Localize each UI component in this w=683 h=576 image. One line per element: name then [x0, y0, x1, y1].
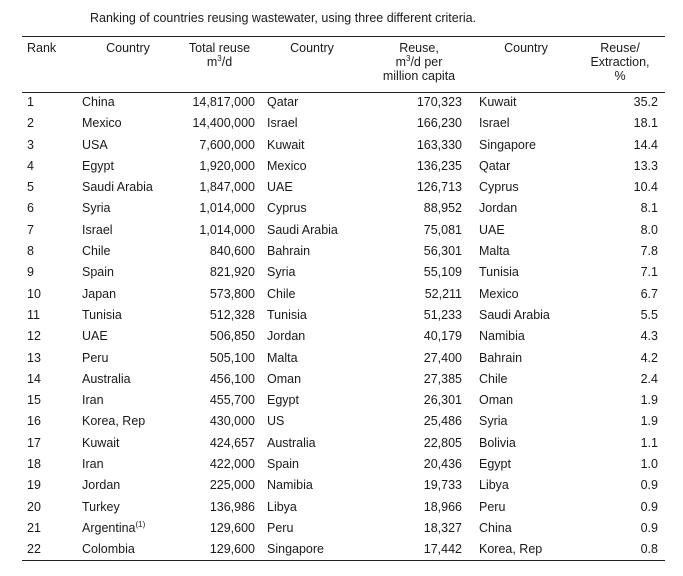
- cell-country2: Oman: [267, 371, 302, 386]
- table-row: [0, 181, 683, 202]
- cell-country3: Mexico: [479, 286, 519, 301]
- cell-country3: China: [479, 520, 512, 535]
- cell-reuse: 170,323: [416, 95, 462, 109]
- cell-rank: 12: [27, 329, 41, 344]
- header-total-line-2: $m^3/d$: [206, 54, 233, 69]
- cell-country2: Mexico: [267, 158, 307, 173]
- cell-country3: Malta: [479, 244, 510, 259]
- bottom-rule: [22, 560, 665, 561]
- cell-rank: 4: [27, 158, 34, 173]
- cell-total: 14,817,000: [192, 95, 255, 109]
- cell-pct: 8.0: [640, 222, 658, 237]
- cell-rank: 2: [27, 116, 34, 131]
- cell-country3: Singapore: [479, 137, 536, 152]
- table-row: [0, 245, 683, 266]
- cell-total: 1,014,000: [199, 222, 255, 237]
- cell-country2: Saudi Arabia: [267, 222, 338, 237]
- header-pct-line-1: Reuse/: [600, 41, 640, 55]
- cell-reuse: 20,436: [423, 457, 462, 472]
- cell-total: 455,700: [209, 393, 255, 408]
- cell-country2: UAE: [267, 180, 293, 195]
- cell-pct: 0.9: [640, 478, 658, 493]
- cell-country3: Libya: [479, 478, 509, 493]
- header-country-2-label: Country: [290, 41, 334, 55]
- table-body: [0, 96, 683, 565]
- cell-country1: Spain: [82, 265, 114, 280]
- header-reuse-extraction: [582, 41, 658, 83]
- cell-pct: 0.9: [640, 520, 658, 535]
- cell-pct: 5.5: [640, 307, 658, 322]
- cell-country2: Namibia: [267, 478, 313, 493]
- table-row: [0, 437, 683, 458]
- header-country-1-label: Country: [106, 41, 150, 55]
- cell-country1: Egypt: [82, 158, 114, 173]
- cell-rank: 19: [27, 478, 41, 493]
- cell-reuse: 40,179: [423, 329, 462, 344]
- cell-country3: Namibia: [479, 329, 525, 344]
- cell-reuse: 26,301: [423, 393, 462, 408]
- cell-total: 821,920: [209, 265, 255, 280]
- cell-rank: 10: [27, 286, 41, 301]
- cell-country1: Iran: [82, 457, 104, 472]
- cell-country2: Syria: [267, 265, 296, 280]
- header-country-3: [494, 41, 558, 55]
- cell-country1: Argentina$^{(1)}$: [82, 519, 146, 535]
- cell-country1: Korea, Rep: [82, 414, 146, 429]
- table-row: [0, 96, 683, 117]
- table-row: [0, 330, 683, 351]
- cell-reuse: 51,233: [423, 307, 462, 322]
- cell-total: 129,600: [209, 542, 255, 557]
- cell-total: 14,400,000: [192, 116, 255, 131]
- cell-pct: 2.4: [640, 371, 658, 386]
- cell-reuse: 56,301: [423, 244, 462, 259]
- cell-country1: Colombia: [82, 542, 135, 557]
- cell-country3: Bolivia: [479, 435, 516, 450]
- header-rank: [27, 41, 56, 55]
- cell-total: 7,600,000: [199, 137, 255, 152]
- cell-country1: USA: [82, 137, 108, 152]
- header-pct-line-3: %: [614, 69, 626, 83]
- cell-rank: 7: [27, 222, 34, 237]
- table-row: [0, 160, 683, 181]
- cell-reuse: 27,385: [423, 371, 462, 386]
- table-row: [0, 266, 683, 287]
- cell-country2: Tunisia: [267, 307, 307, 322]
- cell-pct: 13.3: [633, 158, 658, 173]
- table-row: [0, 309, 683, 330]
- cell-country3: Egypt: [479, 457, 511, 472]
- table-row: [0, 479, 683, 500]
- cell-country3: Israel: [479, 116, 510, 131]
- cell-rank: 9: [27, 265, 34, 280]
- cell-country1: China: [82, 95, 115, 109]
- cell-country1: Peru: [82, 350, 109, 365]
- table-row: [0, 373, 683, 394]
- table-row: [0, 394, 683, 415]
- top-rule: [22, 36, 665, 37]
- cell-reuse: 18,966: [423, 499, 462, 514]
- cell-total: 505,100: [209, 350, 255, 365]
- cell-country2: Peru: [267, 520, 294, 535]
- cell-reuse: 126,713: [416, 180, 462, 195]
- cell-rank: 14: [27, 371, 41, 386]
- cell-rank: 17: [27, 435, 41, 450]
- cell-pct: 1.9: [640, 393, 658, 408]
- cell-country1: Turkey: [82, 499, 120, 514]
- cell-country3: Syria: [479, 414, 508, 429]
- cell-pct: 4.3: [640, 329, 658, 344]
- header-reuse-line-2: $m^3/d$ per: [395, 54, 443, 69]
- header-country-3-label: Country: [504, 41, 548, 55]
- cell-total: 1,014,000: [199, 201, 255, 216]
- cell-pct: 8.1: [640, 201, 658, 216]
- cell-total: 456,100: [209, 371, 255, 386]
- table-row: [0, 202, 683, 223]
- header-rank-label: Rank: [27, 41, 57, 55]
- cell-country1: Mexico: [82, 116, 122, 131]
- cell-reuse: 163,330: [416, 137, 462, 152]
- table-row: [0, 139, 683, 160]
- cell-total: 506,850: [209, 329, 255, 344]
- cell-reuse: 75,081: [423, 222, 462, 237]
- table-row: [0, 543, 683, 564]
- cell-country1: Israel: [82, 222, 113, 237]
- cell-rank: 16: [27, 414, 41, 429]
- cell-total: 422,000: [209, 457, 255, 472]
- cell-pct: 1.0: [640, 457, 658, 472]
- cell-rank: 22: [27, 542, 41, 557]
- cell-reuse: 19,733: [423, 478, 462, 493]
- cell-total: 1,920,000: [199, 158, 255, 173]
- header-reuse-line-1: Reuse,: [399, 41, 439, 55]
- table-row: [0, 117, 683, 138]
- cell-country2: Libya: [267, 499, 297, 514]
- cell-pct: 14.4: [633, 137, 658, 152]
- table-row: [0, 224, 683, 245]
- table-caption: Ranking of countries reusing wastewater, using three different criteria.: [90, 11, 477, 25]
- cell-total: 129,600: [209, 520, 255, 535]
- cell-country2: Australia: [267, 435, 316, 450]
- cell-country2: Egypt: [267, 393, 299, 408]
- cell-pct: 6.7: [640, 286, 658, 301]
- cell-pct: 1.9: [640, 414, 658, 429]
- cell-country3: Tunisia: [479, 265, 519, 280]
- cell-country3: Bahrain: [479, 350, 523, 365]
- cell-country2: Qatar: [267, 95, 299, 109]
- cell-total: 1,847,000: [199, 180, 255, 195]
- header-total-reuse: [182, 41, 257, 69]
- footnote-marker: (1): [135, 519, 146, 529]
- cell-country1: Syria: [82, 201, 111, 216]
- table-row: [0, 352, 683, 373]
- cell-reuse: 25,486: [423, 414, 462, 429]
- table-row: [0, 458, 683, 479]
- cell-rank: 11: [27, 307, 40, 322]
- cell-pct: 0.9: [640, 499, 658, 514]
- header-country-1: [96, 41, 160, 55]
- cell-country1: Australia: [82, 371, 131, 386]
- cell-rank: 13: [27, 350, 41, 365]
- cell-country3: UAE: [479, 222, 505, 237]
- cell-country3: Saudi Arabia: [479, 307, 550, 322]
- cell-total: 424,657: [209, 435, 255, 450]
- cell-reuse: 166,230: [416, 116, 462, 131]
- cell-country1: Iran: [82, 393, 104, 408]
- cell-pct: 4.2: [640, 350, 658, 365]
- cell-country2: Singapore: [267, 542, 324, 557]
- table-row: [0, 501, 683, 522]
- cell-rank: 21: [27, 520, 41, 535]
- cell-rank: 20: [27, 499, 41, 514]
- cell-rank: 5: [27, 180, 34, 195]
- cell-country2: Bahrain: [267, 244, 311, 259]
- cell-country1: Saudi Arabia: [82, 180, 153, 195]
- cell-rank: 18: [27, 457, 41, 472]
- cell-pct: 18.1: [633, 116, 658, 131]
- table-row: [0, 288, 683, 309]
- cell-total: 840,600: [209, 244, 255, 259]
- header-total-line-1: Total reuse: [188, 41, 251, 55]
- header-pct-line-2: Extraction,: [590, 55, 650, 69]
- cell-pct: 7.8: [640, 244, 658, 259]
- cell-country1: Jordan: [82, 478, 121, 493]
- cell-reuse: 27,400: [423, 350, 462, 365]
- cell-country3: Qatar: [479, 158, 511, 173]
- cell-rank: 6: [27, 201, 34, 216]
- cell-pct: 35.2: [633, 95, 658, 109]
- cell-country3: Korea, Rep: [479, 542, 543, 557]
- header-country-2: [280, 41, 344, 55]
- cell-rank: 8: [27, 244, 34, 259]
- cell-pct: 0.8: [640, 542, 658, 557]
- cell-reuse: 22,805: [423, 435, 462, 450]
- cell-country1: Tunisia: [82, 307, 122, 322]
- cell-country2: Cyprus: [267, 201, 307, 216]
- cell-country3: Cyprus: [479, 180, 519, 195]
- cell-country1: Japan: [82, 286, 117, 301]
- cell-reuse: 18,327: [423, 520, 462, 535]
- cell-country2: Malta: [267, 350, 298, 365]
- header-reuse-per-capita: [376, 41, 462, 83]
- cell-country2: Chile: [267, 286, 296, 301]
- cell-total: 573,800: [209, 286, 255, 301]
- header-reuse-line-3: million capita: [382, 69, 456, 83]
- header-rule: [22, 92, 665, 93]
- cell-total: 430,000: [209, 414, 255, 429]
- cell-country2: Kuwait: [267, 137, 305, 152]
- cell-pct: 10.4: [633, 180, 658, 195]
- cell-total: 136,986: [209, 499, 255, 514]
- cell-rank: 3: [27, 137, 34, 152]
- cell-country2: Spain: [267, 457, 299, 472]
- cell-reuse: 88,952: [423, 201, 462, 216]
- cell-country3: Peru: [479, 499, 506, 514]
- cell-country1: Chile: [82, 244, 111, 259]
- cell-reuse: 55,109: [423, 265, 462, 280]
- cell-pct: 7.1: [640, 265, 658, 280]
- cell-reuse: 52,211: [424, 286, 462, 301]
- cell-country1: Kuwait: [82, 435, 120, 450]
- table-row: [0, 519, 683, 543]
- cell-reuse: 136,235: [416, 158, 462, 173]
- cell-country1: UAE: [82, 329, 108, 344]
- cell-country2: Israel: [267, 116, 298, 131]
- cell-country2: US: [267, 414, 285, 429]
- cell-pct: 1.1: [640, 435, 658, 450]
- cell-country3: Oman: [479, 393, 514, 408]
- cell-country3: Jordan: [479, 201, 518, 216]
- cell-country3: Chile: [479, 371, 508, 386]
- cell-rank: 1: [27, 95, 34, 109]
- cell-total: 512,328: [209, 307, 255, 322]
- cell-rank: 15: [27, 393, 41, 408]
- cell-reuse: 17,442: [423, 542, 462, 557]
- cell-country2: Jordan: [267, 329, 306, 344]
- table-row: [0, 415, 683, 436]
- cell-country3: Kuwait: [479, 95, 517, 109]
- cell-total: 225,000: [209, 478, 255, 493]
